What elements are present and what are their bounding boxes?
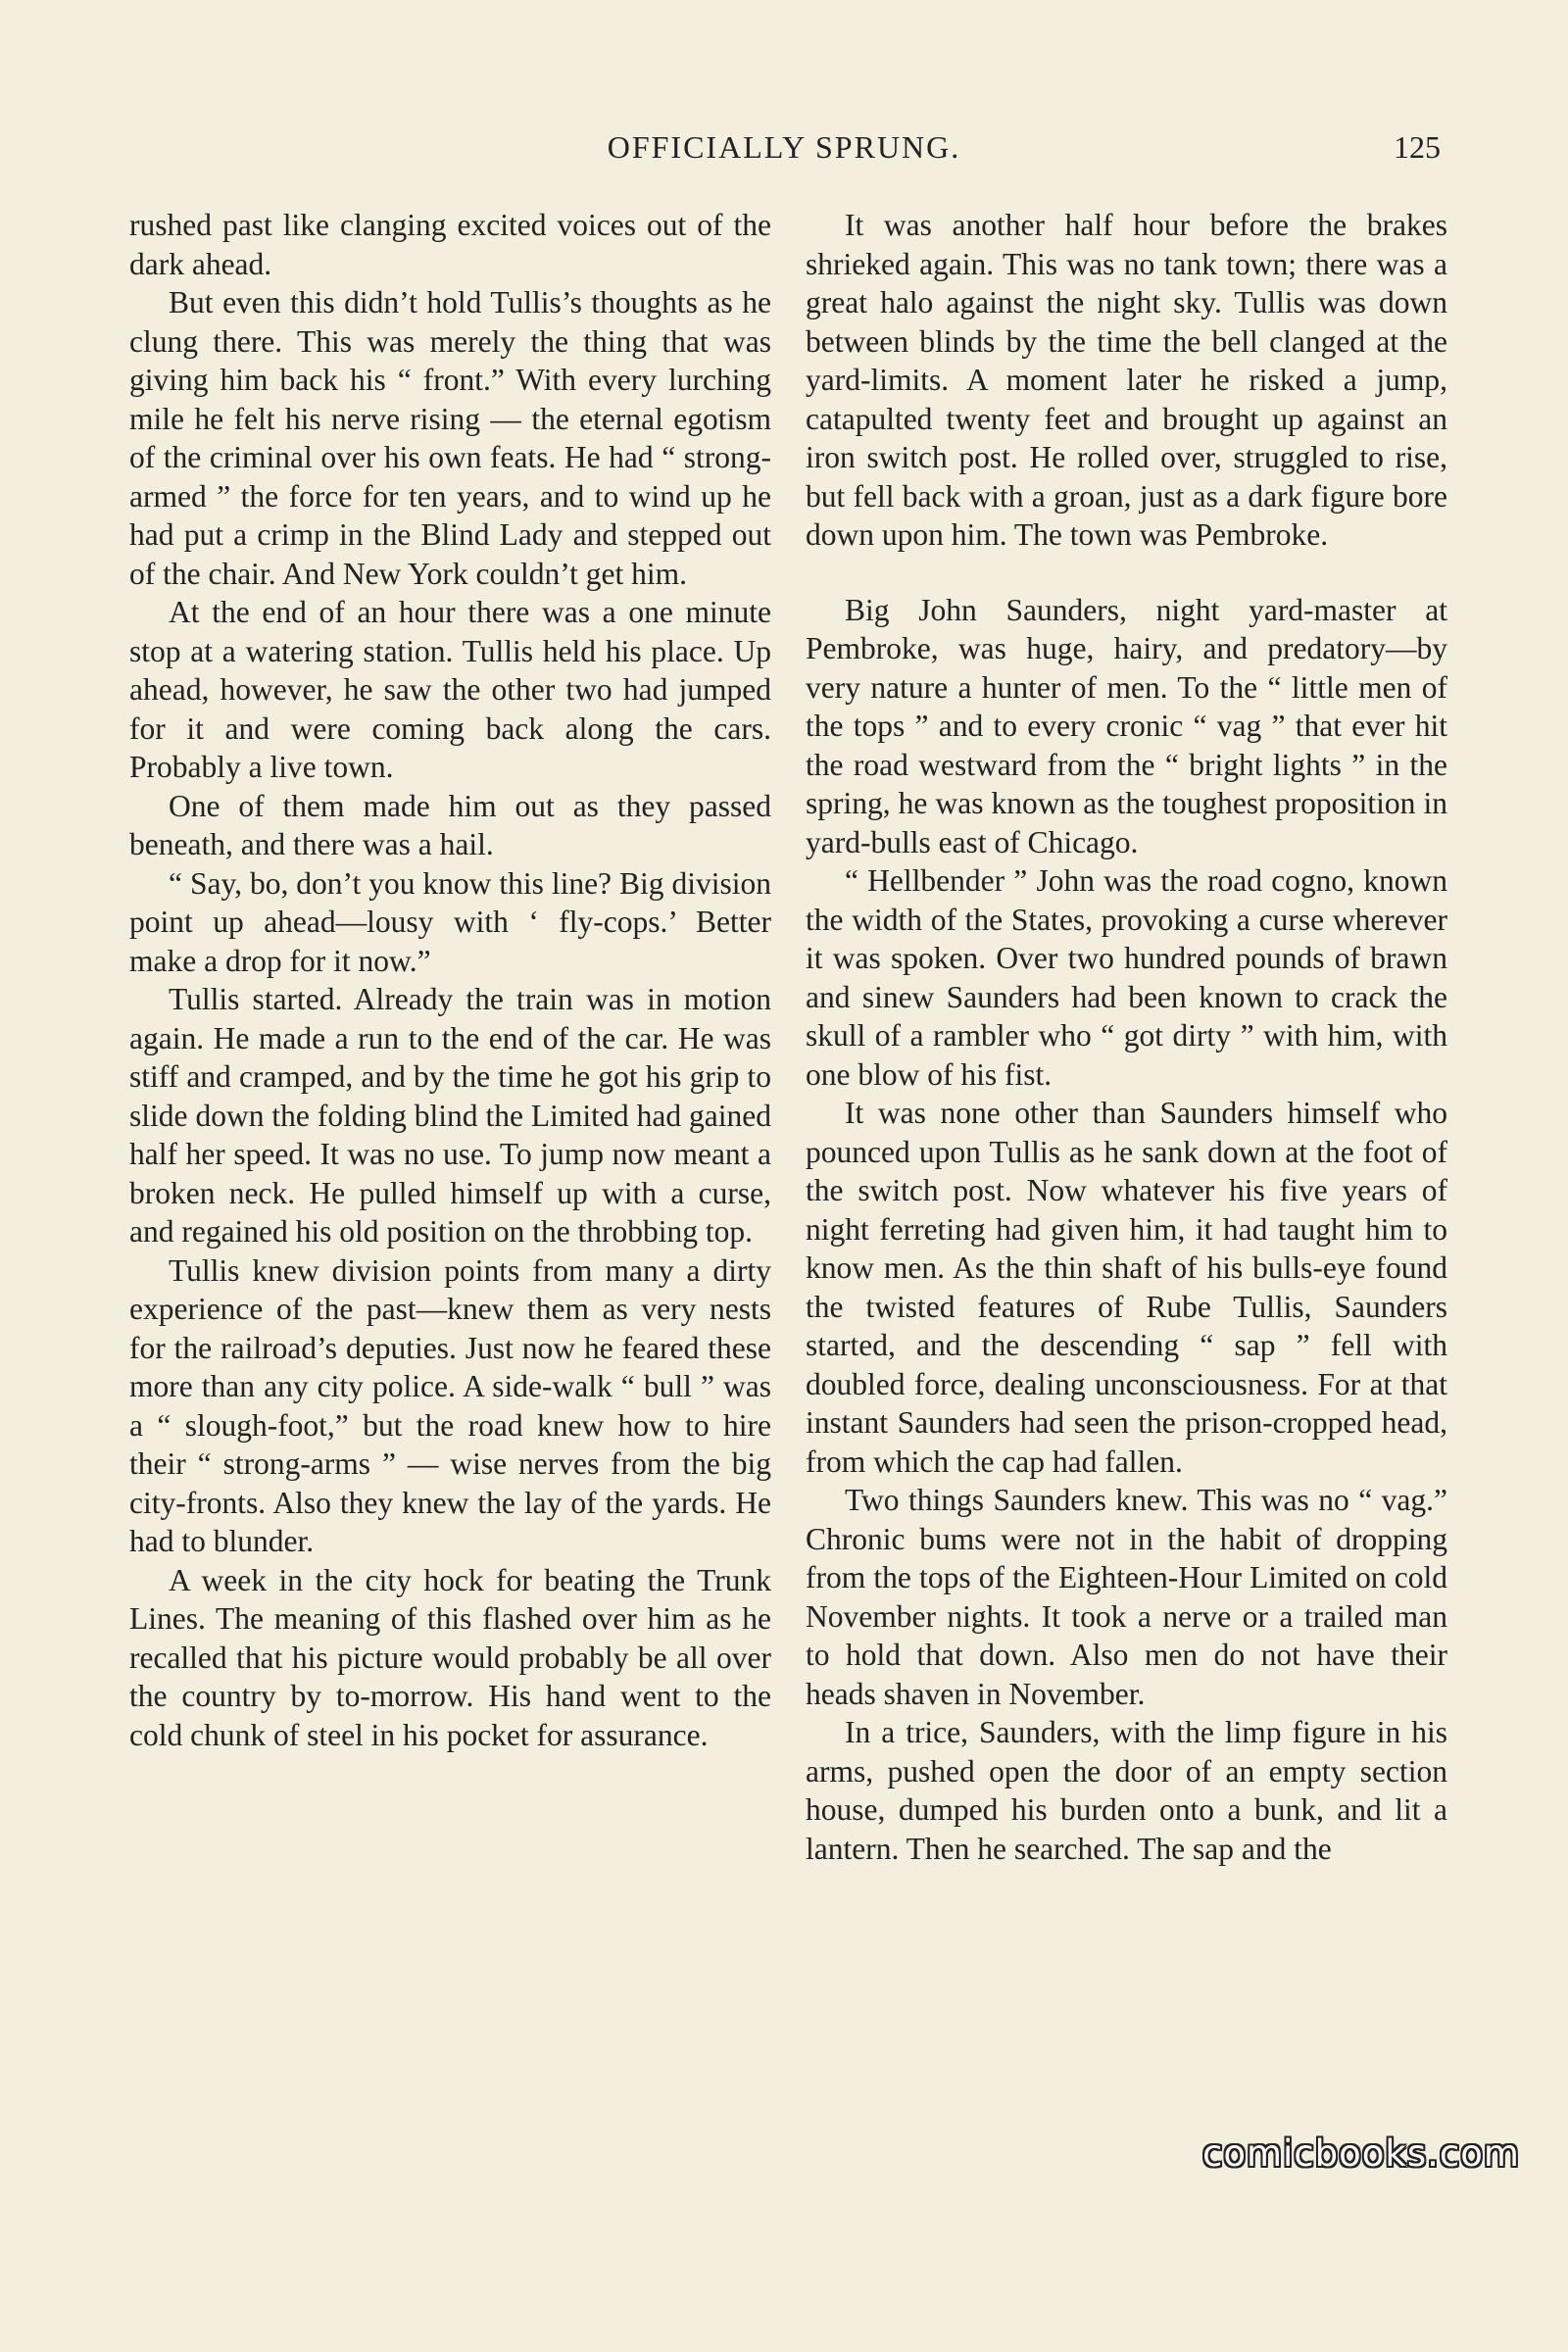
paragraph: “ Say, bo, don’t you know this line? Big division point up ahead—lousy with ‘ fly-cops.’ Better make a drop for it now.” <box>129 865 771 978</box>
paragraph: Tullis knew division points from many a dirty experience of the past—knew them as very nests for the railroad’s deputies. Just now he feared these more than any city police. A side-walk “ bull ” was a “ slough-foot,” but the road knew how to hire their “ strong-arms ” — wise nerves from the big city-fronts. Also they knew the lay of the yards. He had to blunder. <box>129 1252 771 1558</box>
paragraph: rushed past like clanging excited voices out of the dark ahead. <box>129 208 771 281</box>
paragraph: It was another half hour before the brakes shrieked again. This was no tank town; there was a great halo against the night sky. Tullis was down between blinds by the time the bell clanged at the yard-limits. A moment later he risked a jump, catapulted twenty feet and brought up against an iron switch post. He rolled over, struggled to rise, but fell back with a groan, just as a dark figure bore down upon him. The town was Pembroke. <box>806 208 1447 552</box>
paragraph: In a trice, Saunders, with the limp figure in his arms, pushed open the door of an empty section house, dumped his burden onto a bunk, and lit a lantern. Then he searched. The sap and the <box>806 1715 1447 1866</box>
running-head: OFFICIALLY SPRUNG. <box>607 129 961 165</box>
right-column <box>806 206 1447 1868</box>
paragraph: At the end of an hour there was a one minute stop at a watering station. Tullis held his place. Up ahead, however, he saw the other two had jumped for it and were coming back along the cars. Probably a live town. <box>129 595 771 784</box>
watermark-logo: comicbooks.com <box>1202 2132 1520 2175</box>
page-number: 125 <box>1394 129 1441 165</box>
paragraph: It was none other than Saunders himself who pounced upon Tullis as he sank down at the foot of the switch post. Now whatever his five years of night ferreting had given him, it had taught him to know men. As the thin shaft of his bulls-eye found the twisted features of Rube Tullis, Saunders started, and the descending “ sap ” fell with doubled force, dealing unconsciousness. For at that instant Saunders had seen the prison-cropped head, from which the cap had fallen. <box>806 1096 1447 1479</box>
paragraph: Tullis started. Already the train was in motion again. He made a run to the end of the car. He was stiff and cramped, and by the time he got his grip to slide down the folding blind the Limited had gained half her speed. It was no use. To jump now meant a broken neck. He pulled himself up with a curse, and regained his old position on the throbbing top. <box>129 982 771 1249</box>
paragraph: A week in the city hock for beating the Trunk Lines. The meaning of this flashed over him as he recalled that his picture would probably be all over the country by to-morrow. His hand went to the cold chunk of steel in his pocket for assurance. <box>129 1562 771 1752</box>
page-header <box>127 129 1441 169</box>
left-column <box>129 206 771 1754</box>
paragraph: But even this didn’t hold Tullis’s thoughts as he clung there. This was merely the thing that was giving him back his “ front.” With every lurching mile he felt his nerve rising — the eternal egotism of the criminal over his own feats. He had “ strong-armed ” the force for ten years, and to wind up he had put a crimp in the Blind Lady and stepped out of the chair. And New York couldn’t get him. <box>129 285 771 591</box>
paragraph: Big John Saunders, night yard-master at Pembroke, was huge, hairy, and predatory—by very nature a hunter of men. To the “ little men of the tops ” and to every cronic “ vag ” that ever hit the road westward from the “ bright lights ” in the spring, he was known as the toughest proposition in yard-bulls east of Chicago. <box>806 592 1447 859</box>
paragraph: One of them made him out as they passed beneath, and there was a hail. <box>129 788 771 861</box>
paragraph: “ Hellbender ” John was the road cogno, known the width of the States, provoking a curse wherever it was spoken. Over two hundred pounds of brawn and sinew Saunders had been known to crack the skull of a rambler who “ got dirty ” with him, with one blow of his fist. <box>806 863 1447 1092</box>
paragraph: Two things Saunders knew. This was no “ vag.” Chronic bums were not in the habit of dropping from the tops of the Eighteen-Hour Limited on cold November nights. It took a nerve or a trailed man to hold that down. Also men do not have their heads shaven in November. <box>806 1483 1447 1711</box>
